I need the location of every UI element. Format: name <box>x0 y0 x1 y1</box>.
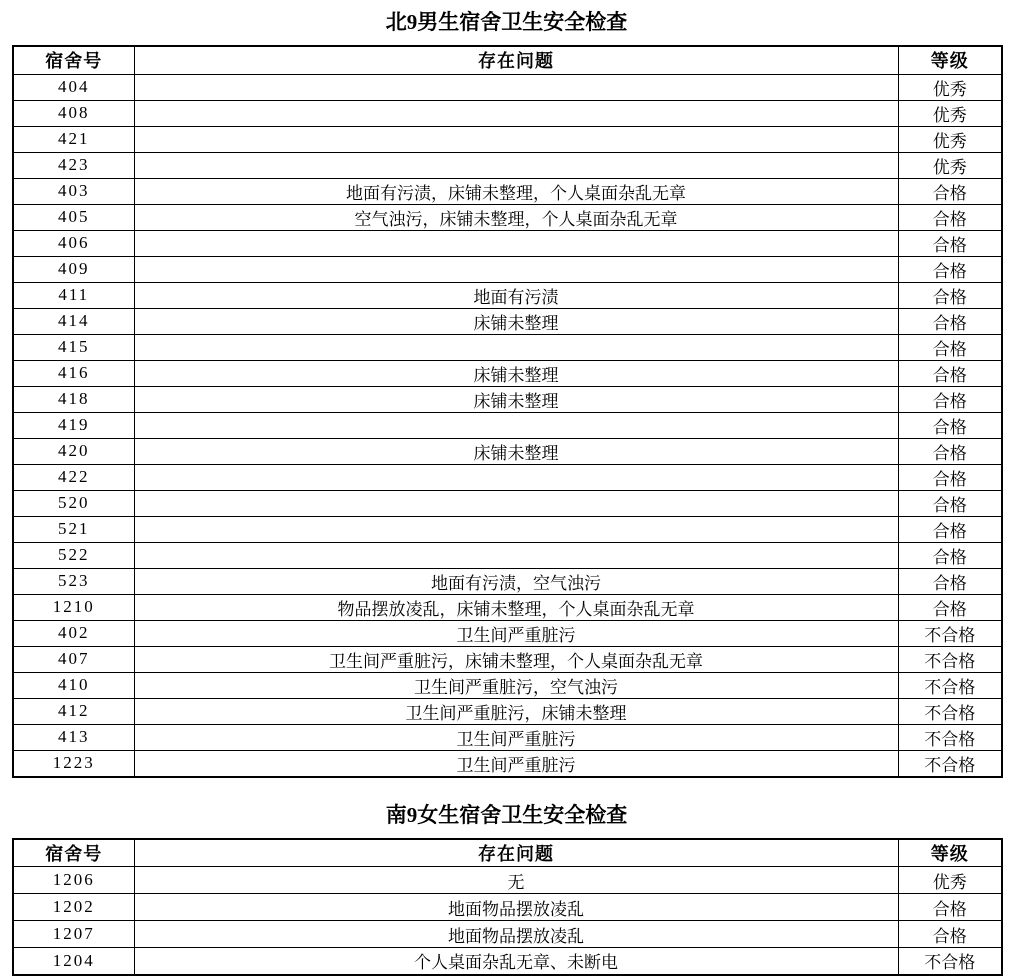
problem-cell <box>134 334 898 360</box>
grade-cell: 优秀 <box>898 152 1002 178</box>
grade-cell: 合格 <box>898 542 1002 568</box>
grade-cell: 合格 <box>898 594 1002 620</box>
table-row <box>13 672 1002 698</box>
south9-inspection-table <box>12 838 1003 976</box>
table-row <box>13 464 1002 490</box>
grade-cell: 合格 <box>898 490 1002 516</box>
room-number-cell: 421 <box>13 126 134 152</box>
grade-cell: 合格 <box>898 334 1002 360</box>
problem-cell <box>134 542 898 568</box>
grade-cell: 不合格 <box>898 620 1002 646</box>
grade-cell: 合格 <box>898 412 1002 438</box>
problem-cell: 床铺未整理 <box>134 438 898 464</box>
grade-cell: 优秀 <box>898 100 1002 126</box>
table-row <box>13 594 1002 620</box>
room-number-cell: 422 <box>13 464 134 490</box>
room-number-cell: 414 <box>13 308 134 334</box>
problem-cell: 卫生间严重脏污，床铺未整理，个人桌面杂乱无章 <box>134 646 898 672</box>
table-row <box>13 230 1002 256</box>
grade-cell: 合格 <box>898 178 1002 204</box>
south9-table-body <box>13 867 1002 975</box>
table-row <box>13 412 1002 438</box>
grade-cell: 不合格 <box>898 672 1002 698</box>
table-row <box>13 152 1002 178</box>
header-row <box>13 839 1002 867</box>
table-row <box>13 100 1002 126</box>
table-row <box>13 867 1002 894</box>
grade-cell: 合格 <box>898 568 1002 594</box>
room-number-cell: 416 <box>13 360 134 386</box>
problem-cell: 卫生间严重脏污 <box>134 724 898 750</box>
grade-cell: 合格 <box>898 438 1002 464</box>
problem-cell <box>134 74 898 100</box>
room-number-cell: 404 <box>13 74 134 100</box>
room-number-cell: 1204 <box>13 948 134 975</box>
room-number-cell: 410 <box>13 672 134 698</box>
room-number-cell: 418 <box>13 386 134 412</box>
problem-cell: 床铺未整理 <box>134 308 898 334</box>
room-number-cell: 521 <box>13 516 134 542</box>
problem-cell <box>134 412 898 438</box>
grade-cell: 合格 <box>898 516 1002 542</box>
room-number-cell: 405 <box>13 204 134 230</box>
problem-cell <box>134 152 898 178</box>
grade-cell: 优秀 <box>898 126 1002 152</box>
table-row <box>13 490 1002 516</box>
room-number-cell: 413 <box>13 724 134 750</box>
problem-cell <box>134 126 898 152</box>
room-number-cell: 423 <box>13 152 134 178</box>
room-number-cell: 415 <box>13 334 134 360</box>
grade-cell: 合格 <box>898 360 1002 386</box>
table-row <box>13 438 1002 464</box>
room-number-cell: 412 <box>13 698 134 724</box>
grade-cell: 合格 <box>898 230 1002 256</box>
table-row <box>13 921 1002 948</box>
problem-cell: 卫生间严重脏污 <box>134 620 898 646</box>
problem-cell: 床铺未整理 <box>134 360 898 386</box>
column-header-problems: 存在问题 <box>134 839 898 867</box>
grade-cell: 合格 <box>898 308 1002 334</box>
table-row <box>13 568 1002 594</box>
room-number-cell: 409 <box>13 256 134 282</box>
table-row <box>13 698 1002 724</box>
table-row <box>13 282 1002 308</box>
room-number-cell: 1207 <box>13 921 134 948</box>
problem-cell <box>134 230 898 256</box>
grade-cell: 合格 <box>898 386 1002 412</box>
problem-cell: 物品摆放凌乱，床铺未整理，个人桌面杂乱无章 <box>134 594 898 620</box>
table-row <box>13 516 1002 542</box>
column-header-room-number: 宿舍号 <box>13 839 134 867</box>
problem-cell: 卫生间严重脏污，床铺未整理 <box>134 698 898 724</box>
north9-table-body <box>13 74 1002 777</box>
problem-cell <box>134 464 898 490</box>
table-row <box>13 542 1002 568</box>
grade-cell: 优秀 <box>898 867 1002 894</box>
room-number-cell: 403 <box>13 178 134 204</box>
table-row <box>13 334 1002 360</box>
problem-cell: 地面有污渍，空气浊污 <box>134 568 898 594</box>
grade-cell: 合格 <box>898 464 1002 490</box>
problem-cell: 地面有污渍 <box>134 282 898 308</box>
table-row <box>13 126 1002 152</box>
problem-cell: 卫生间严重脏污，空气浊污 <box>134 672 898 698</box>
column-header-problems: 存在问题 <box>134 46 898 74</box>
room-number-cell: 1223 <box>13 750 134 777</box>
problem-cell: 无 <box>134 867 898 894</box>
room-number-cell: 407 <box>13 646 134 672</box>
grade-cell: 不合格 <box>898 948 1002 975</box>
column-header-grade: 等级 <box>898 839 1002 867</box>
table-row <box>13 308 1002 334</box>
grade-cell: 不合格 <box>898 724 1002 750</box>
table-row <box>13 646 1002 672</box>
grade-cell: 合格 <box>898 921 1002 948</box>
table-row <box>13 360 1002 386</box>
room-number-cell: 520 <box>13 490 134 516</box>
table-row <box>13 724 1002 750</box>
table-row <box>13 620 1002 646</box>
grade-cell: 不合格 <box>898 698 1002 724</box>
column-header-room-number: 宿舍号 <box>13 46 134 74</box>
problem-cell: 地面物品摆放凌乱 <box>134 894 898 921</box>
table-row <box>13 948 1002 975</box>
table-row <box>13 204 1002 230</box>
problem-cell: 地面物品摆放凌乱 <box>134 921 898 948</box>
table-row <box>13 894 1002 921</box>
table-row <box>13 178 1002 204</box>
column-header-grade: 等级 <box>898 46 1002 74</box>
room-number-cell: 411 <box>13 282 134 308</box>
grade-cell: 优秀 <box>898 74 1002 100</box>
table-row <box>13 256 1002 282</box>
room-number-cell: 402 <box>13 620 134 646</box>
problem-cell: 卫生间严重脏污 <box>134 750 898 777</box>
grade-cell: 不合格 <box>898 646 1002 672</box>
grade-cell: 合格 <box>898 256 1002 282</box>
room-number-cell: 522 <box>13 542 134 568</box>
north9-inspection-table <box>12 45 1003 778</box>
south9-table-title: 南9女生宿舍卫生安全检查 <box>385 802 628 827</box>
problem-cell: 空气浊污，床铺未整理，个人桌面杂乱无章 <box>134 204 898 230</box>
room-number-cell: 523 <box>13 568 134 594</box>
grade-cell: 不合格 <box>898 750 1002 777</box>
grade-cell: 合格 <box>898 282 1002 308</box>
room-number-cell: 1202 <box>13 894 134 921</box>
north9-table-header <box>13 46 1002 74</box>
table-row <box>13 750 1002 777</box>
problem-cell: 地面有污渍，床铺未整理，个人桌面杂乱无章 <box>134 178 898 204</box>
grade-cell: 合格 <box>898 894 1002 921</box>
table-row <box>13 386 1002 412</box>
room-number-cell: 1210 <box>13 594 134 620</box>
north9-table-title: 北9男生宿舍卫生安全检查 <box>385 10 628 34</box>
room-number-cell: 420 <box>13 438 134 464</box>
south9-table-header <box>13 839 1002 867</box>
room-number-cell: 419 <box>13 412 134 438</box>
problem-cell: 床铺未整理 <box>134 386 898 412</box>
problem-cell: 个人桌面杂乱无章、未断电 <box>134 948 898 975</box>
header-row <box>13 46 1002 74</box>
room-number-cell: 1206 <box>13 867 134 894</box>
problem-cell <box>134 256 898 282</box>
room-number-cell: 408 <box>13 100 134 126</box>
room-number-cell: 406 <box>13 230 134 256</box>
problem-cell <box>134 490 898 516</box>
grade-cell: 合格 <box>898 204 1002 230</box>
table-row <box>13 74 1002 100</box>
problem-cell <box>134 100 898 126</box>
problem-cell <box>134 516 898 542</box>
